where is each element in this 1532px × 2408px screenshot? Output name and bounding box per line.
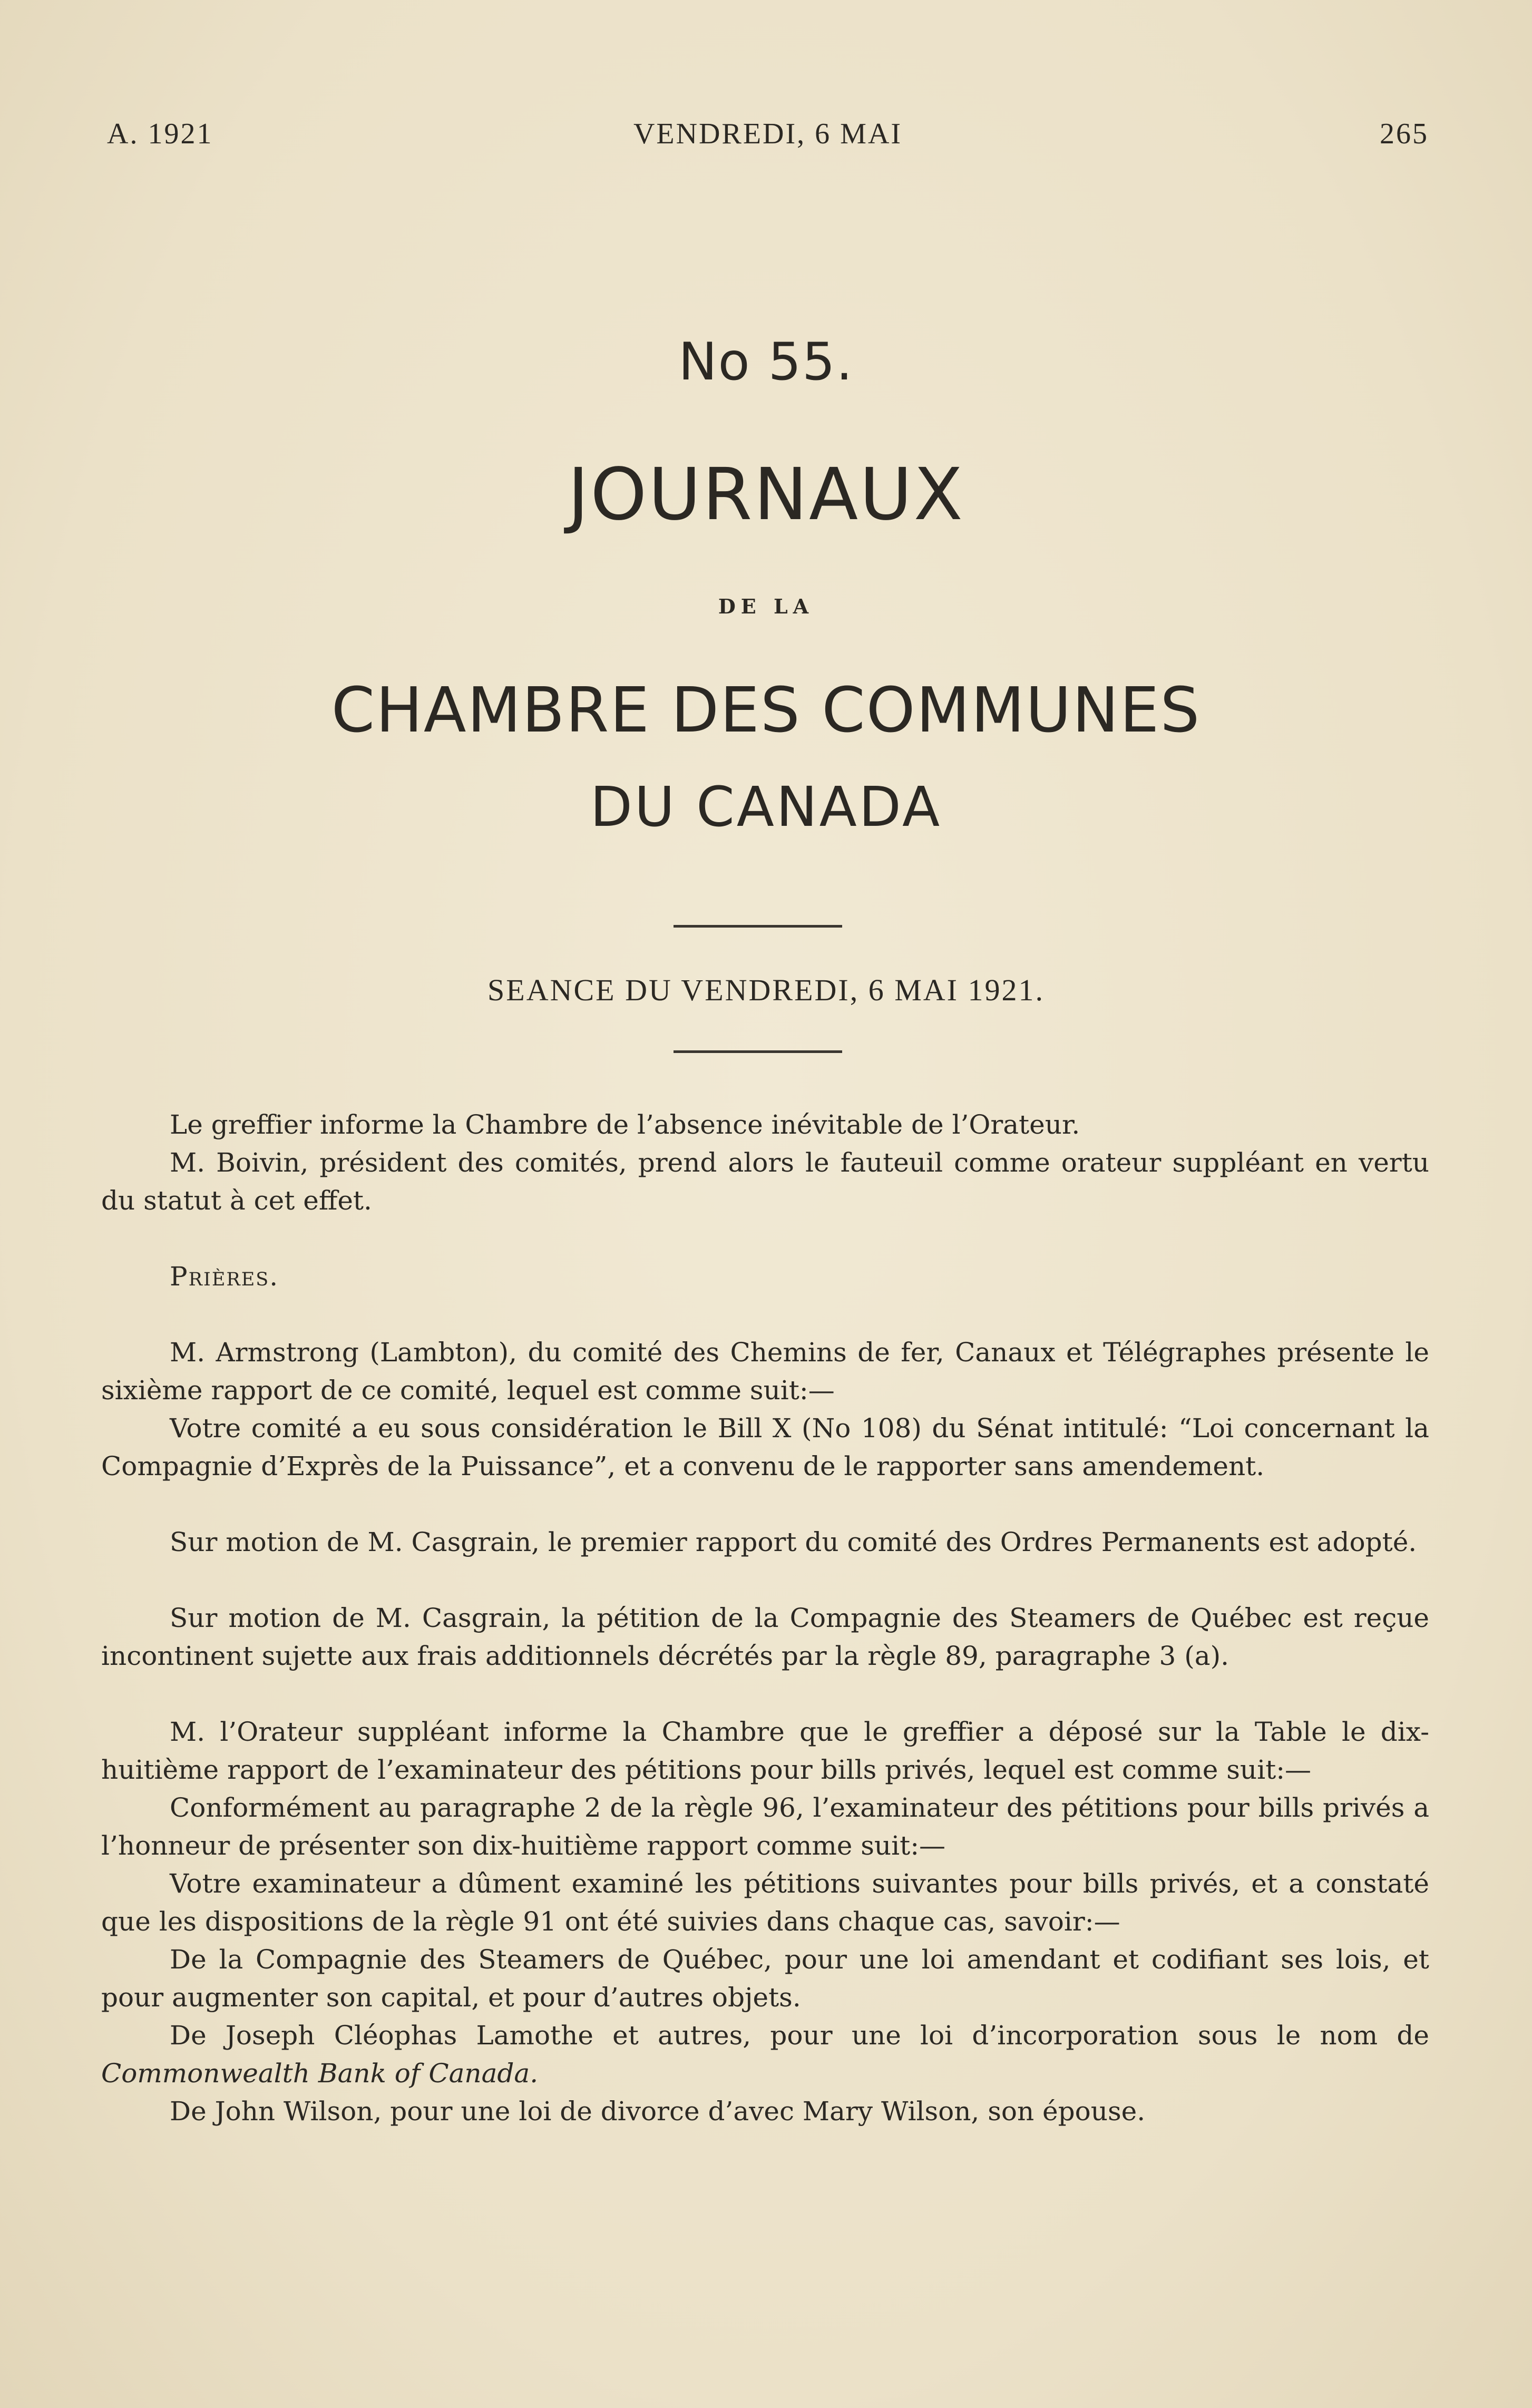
header-date: VENDREDI, 6 MAI bbox=[633, 118, 903, 150]
chamber-title: CHAMBRE DES COMMUNES bbox=[331, 674, 1201, 746]
paragraph-lamothe bbox=[101, 2016, 1429, 2092]
title-connector: DE LA bbox=[718, 594, 814, 618]
paragraph-wilson: De John Wilson, pour une loi de divorce d’avec Mary Wilson, son épouse. bbox=[170, 2096, 1146, 2127]
paragraph-examiner-report: M. l’Orateur suppléant informe la Chambre que le greffier a déposé sur la Table le dix-huitième rapport de l’examinateur des pétitions pour bills privés, lequel est comme suit:— bbox=[101, 1717, 1429, 1785]
session-heading: SEANCE DU VENDREDI, 6 MAI 1921. bbox=[487, 973, 1045, 1007]
paragraph-bill-x: Votre comité a eu sous considération le Bill X (No 108) du Sénat intitulé: “Loi concernant la Compagnie d’Exprès de la Puissance”, et a convenu de le rapporter sans amendement. bbox=[101, 1413, 1429, 1481]
paragraph-rule-91: Votre examinateur a dûment examiné les pétitions suivantes pour bills privés, et a constaté que les dispositions de la règle 91 ont été suivies dans chaque cas, savoir:— bbox=[101, 1868, 1429, 1937]
paragraph-committee-report: M. Armstrong (Lambton), du comité des Chemins de fer, Canaux et Télégraphes présente le sixième rapport de ce comité, lequel est comme suit:— bbox=[101, 1337, 1429, 1406]
title-rule-bottom bbox=[674, 1050, 842, 1053]
paragraph-rule-96: Conformément au paragraphe 2 de la règle 96, l’examinateur des pétitions pour bills privés a l’honneur de présenter son dix-huitième rapport comme suit:— bbox=[101, 1792, 1429, 1861]
title-rule-top bbox=[674, 925, 842, 928]
paragraph-deputy-chair: M. Boivin, président des comités, prend alors le fauteuil comme orateur suppléant en vertu du statut à cet effet. bbox=[101, 1147, 1429, 1216]
prayers-heading: Prières. bbox=[170, 1261, 279, 1292]
paragraph-steamers-petition: Sur motion de M. Casgrain, la pétition de la Compagnie des Steamers de Québec est reçue incontinent sujette aux frais additionnels décrétés par la règle 89, paragraphe 3 (a). bbox=[101, 1603, 1429, 1671]
paragraph-standing-orders: Sur motion de M. Casgrain, le premier rapport du comité des Ordres Permanents est adopté. bbox=[170, 1527, 1417, 1557]
header-year: A. 1921 bbox=[107, 118, 213, 150]
journal-body bbox=[101, 1106, 1429, 2130]
journal-title: JOURNAUX bbox=[568, 453, 964, 537]
lamothe-text: De Joseph Cléophas Lamothe et autres, pour une loi d’incorporation sous le nom de bbox=[170, 2020, 1429, 2051]
country-title: DU CANADA bbox=[590, 775, 942, 839]
page-number: 265 bbox=[1380, 118, 1429, 150]
paragraph-speaker-absence: Le greffier informe la Chambre de l’absence inévitable de l’Orateur. bbox=[170, 1109, 1080, 1140]
running-header bbox=[107, 117, 1429, 154]
bank-name: Commonwealth Bank of Canada. bbox=[101, 2058, 539, 2089]
paragraph-steamers-company: De la Compagnie des Steamers de Québec, pour une loi amendant et codifiant ses lois, et pour augmenter son capital, et pour d’autres objets. bbox=[101, 1944, 1429, 2013]
issue-number: No 55. bbox=[678, 332, 854, 392]
